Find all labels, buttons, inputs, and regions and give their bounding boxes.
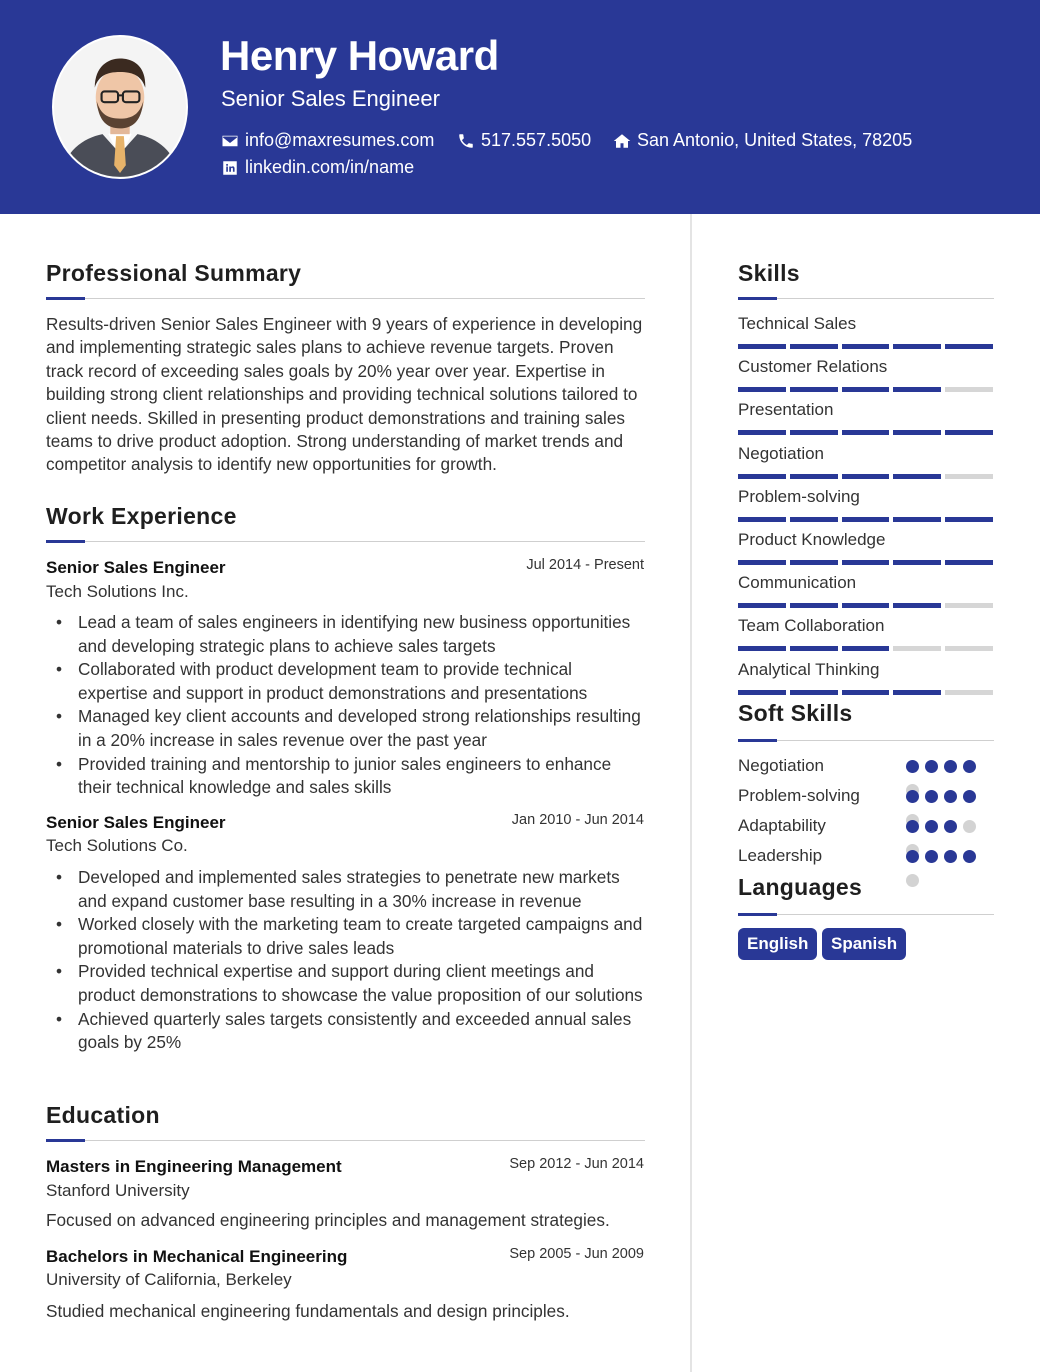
- skill-name: Negotiation: [738, 443, 825, 463]
- skill-level-segment: [842, 690, 890, 695]
- skill-level-segment: [842, 474, 890, 479]
- skill-level-segment: [893, 603, 941, 608]
- soft-skill-name: Problem-solving: [738, 786, 860, 805]
- skills-heading: Skills: [738, 260, 800, 286]
- skill-level-bar: [738, 646, 993, 651]
- edu-school: Stanford University: [46, 1181, 190, 1200]
- skill-level-bar: [738, 474, 993, 479]
- job-company: Tech Solutions Co.: [46, 836, 188, 855]
- linkedin-icon: [221, 159, 239, 177]
- soft-skill-level-dot: [906, 760, 919, 773]
- soft-skill-level-dot: [963, 760, 976, 773]
- soft-skill-level-dot: [963, 850, 976, 863]
- skill-name: Team Collaboration: [738, 616, 885, 636]
- skill-level-segment: [893, 690, 941, 695]
- skill-level-segment: [893, 430, 941, 435]
- skill-level-segment: [790, 430, 838, 435]
- skill-level-segment: [893, 387, 941, 392]
- skill-level-segment: [842, 646, 890, 651]
- skill-level-segment: [790, 344, 838, 349]
- skill-level-bar: [738, 560, 993, 565]
- skill-level-segment: [738, 474, 786, 479]
- bullet-item: • Developed and implemented sales strategies to penetrate new markets and expand customer base resulting in a 30% increase in revenue: [78, 866, 644, 913]
- soft-skills-heading: Soft Skills: [738, 700, 853, 726]
- experience-heading: Work Experience: [46, 503, 237, 529]
- soft-skill-name: Adaptability: [738, 816, 826, 835]
- skill-level-segment: [738, 603, 786, 608]
- soft-skill-level-dot: [963, 790, 976, 803]
- skill-level-segment: [893, 560, 941, 565]
- edu-dates: Sep 2012 - Jun 2014: [509, 1156, 644, 1172]
- soft-skill-level-dot: [944, 850, 957, 863]
- bullet-item: • Worked closely with the marketing team to create targeted campaigns and promotional materials to drive sales leads: [78, 913, 644, 960]
- skills-accent: [738, 297, 777, 300]
- skill-level-bar: [738, 690, 993, 695]
- skill-level-segment: [893, 646, 941, 651]
- soft-skill-level-dot: [906, 820, 919, 833]
- job-bullets: [78, 611, 644, 800]
- skill-level-segment: [842, 517, 890, 522]
- skill-level-segment: [842, 560, 890, 565]
- skill-name: Problem-solving: [738, 486, 860, 506]
- language-badge: English: [738, 928, 817, 960]
- profile-photo-image: [54, 37, 186, 177]
- skill-name: Product Knowledge: [738, 530, 886, 549]
- job-role: Senior Sales Engineer: [46, 813, 226, 832]
- edu-description: Focused on advanced engineering principles and management strategies.: [46, 1210, 610, 1230]
- bullet-item: • Collaborated with product development team to provide technical expertise and support in product demonstrations and presentations: [78, 658, 644, 705]
- skill-level-segment: [945, 344, 993, 349]
- skill-level-segment: [790, 387, 838, 392]
- edu-degree: Masters in Engineering Management: [46, 1157, 342, 1176]
- bullet-item: • Lead a team of sales engineers in identifying new business opportunities and developing strategic plans to achieve sales targets: [78, 611, 644, 658]
- soft-skill-level-dot: [925, 850, 938, 863]
- skill-name: Technical Sales: [738, 314, 857, 333]
- skill-level-segment: [945, 560, 993, 565]
- soft-skill-level-dot: [944, 760, 957, 773]
- skill-level-segment: [790, 603, 838, 608]
- skill-level-segment: [945, 517, 993, 522]
- skill-level-segment: [738, 344, 786, 349]
- soft-skill-level-dot: [906, 850, 919, 863]
- skill-level-segment: [842, 430, 890, 435]
- skill-level-segment: [945, 603, 993, 608]
- summary-accent: [46, 297, 85, 300]
- summary-text: Results-driven Senior Sales Engineer with 9 years of experience in developing and implementing strategic sales plans to achieve revenue targets. Proven track record of exceeding sales goals by 20% year over year. Expertise in building strong client relationships and providing technical solutions tailored to client needs. Skilled in presenting product demonstrations and training sales teams to drive product adoption. Strong understanding of market trends and competitor analysis to identify new opportunities for growth.: [46, 314, 643, 475]
- skill-level-segment: [790, 646, 838, 651]
- phone-icon: [457, 132, 475, 150]
- skill-level-segment: [945, 690, 993, 695]
- skill-level-segment: [790, 560, 838, 565]
- soft-skills-accent: [738, 739, 777, 742]
- skill-level-segment: [842, 387, 890, 392]
- contact-linkedin[interactable]: [221, 157, 414, 178]
- summary-heading: Professional Summary: [46, 260, 302, 286]
- skill-level-segment: [945, 387, 993, 392]
- soft-skill-level-dot: [906, 874, 919, 887]
- job-dates: Jul 2014 - Present: [526, 557, 644, 573]
- skill-name: Presentation: [738, 400, 834, 420]
- skill-level-segment: [790, 474, 838, 479]
- skill-level-segment: [945, 430, 993, 435]
- skill-level-segment: [893, 474, 941, 479]
- contact-phone[interactable]: [457, 130, 591, 151]
- edu-description: Studied mechanical engineering fundamentals and design principles.: [46, 1301, 570, 1321]
- location-text: San Antonio, United States, 78205: [637, 130, 913, 150]
- skill-level-bar: [738, 603, 993, 608]
- skill-level-segment: [738, 690, 786, 695]
- skill-level-bar: [738, 387, 993, 392]
- job-bullets: [78, 866, 644, 1055]
- job-company: Tech Solutions Inc.: [46, 582, 189, 601]
- skill-level-segment: [842, 344, 890, 349]
- experience-rule: [46, 541, 645, 542]
- skill-level-segment: [738, 430, 786, 435]
- languages-accent: [738, 913, 777, 916]
- skill-level-segment: [790, 517, 838, 522]
- soft-skill-level-dot: [944, 790, 957, 803]
- envelope-icon: [221, 132, 239, 150]
- bullet-item: • Provided training and mentorship to junior sales engineers to enhance their technical knowledge and sales skills: [78, 753, 644, 800]
- education-accent: [46, 1139, 85, 1142]
- soft-skill-level-dot: [925, 790, 938, 803]
- summary-rule: [46, 298, 645, 299]
- candidate-title: Senior Sales Engineer: [221, 86, 440, 111]
- skill-level-segment: [945, 646, 993, 651]
- skill-level-segment: [738, 387, 786, 392]
- column-divider: [690, 214, 692, 1372]
- bullet-item: • Provided technical expertise and support during client meetings and product demonstrations to showcase the value proposition of our solutions: [78, 960, 644, 1007]
- experience-accent: [46, 540, 85, 543]
- language-badge: Spanish: [822, 928, 906, 960]
- job-dates: Jan 2010 - Jun 2014: [511, 812, 644, 828]
- skill-name: Customer Relations: [738, 357, 888, 377]
- soft-skill-level-dot: [925, 760, 938, 773]
- soft-skill-name: Negotiation: [738, 756, 825, 775]
- soft-skill-level-dot: [925, 820, 938, 833]
- bullet-item: • Achieved quarterly sales targets consistently and exceeded annual sales goals by 25%: [78, 1008, 644, 1055]
- edu-school: University of California, Berkeley: [46, 1270, 292, 1289]
- languages-heading: Languages: [738, 874, 863, 900]
- skill-name: Analytical Thinking: [738, 659, 880, 679]
- edu-degree: Bachelors in Mechanical Engineering: [46, 1247, 348, 1266]
- skill-level-segment: [790, 690, 838, 695]
- profile-photo: [52, 35, 188, 179]
- education-heading: Education: [46, 1102, 160, 1128]
- edu-dates: Sep 2005 - Jun 2009: [509, 1246, 644, 1262]
- bullet-item: • Managed key client accounts and developed strong relationships resulting in a 20% increase in sales revenue over the past year: [78, 705, 644, 752]
- skill-level-segment: [842, 603, 890, 608]
- contact-location: [613, 130, 912, 151]
- linkedin-text: linkedin.com/in/name: [245, 157, 415, 177]
- home-icon: [613, 132, 631, 150]
- soft-skill-level-dot: [906, 790, 919, 803]
- phone-text: 517.557.5050: [481, 130, 592, 150]
- skill-level-bar: [738, 344, 993, 349]
- education-rule: [46, 1140, 645, 1141]
- soft-skill-level-dot: [944, 820, 957, 833]
- skill-level-bar: [738, 430, 993, 435]
- skill-level-segment: [945, 474, 993, 479]
- skill-level-segment: [893, 344, 941, 349]
- skill-level-segment: [738, 517, 786, 522]
- skill-level-segment: [893, 517, 941, 522]
- skill-name: Communication: [738, 573, 857, 593]
- resume-header: [0, 0, 1040, 214]
- job-role: Senior Sales Engineer: [46, 558, 226, 577]
- skill-level-bar: [738, 517, 993, 522]
- contact-email[interactable]: [221, 130, 434, 151]
- soft-skill-name: Leadership: [738, 846, 823, 865]
- email-text: info@maxresumes.com: [245, 130, 435, 150]
- candidate-name: Henry Howard: [220, 32, 499, 79]
- skill-level-segment: [738, 560, 786, 565]
- skill-level-segment: [738, 646, 786, 651]
- soft-skill-level-dot: [963, 820, 976, 833]
